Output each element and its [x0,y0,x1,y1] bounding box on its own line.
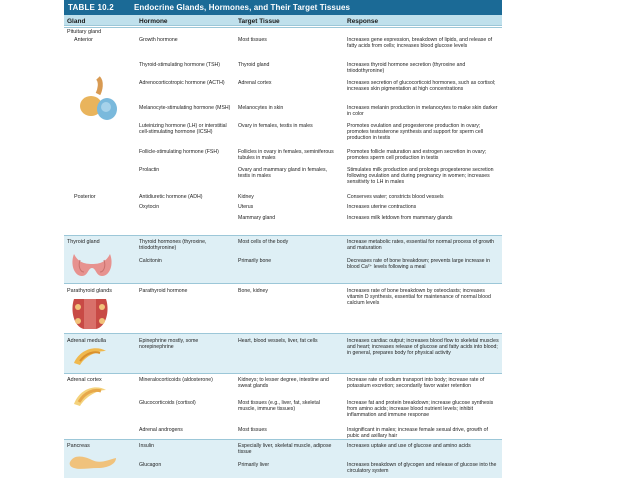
row-target: Mammary gland [238,215,276,221]
gland-anterior: Anterior [74,37,93,43]
gland-thyroid: Thyroid gland [67,239,100,245]
row-hormone: Insulin [139,443,154,449]
row-response: Increases rate of bone breakdown by osteoclasts; increases vitamin D synthesis, essential for maintenance of normal blood calcium levels [347,288,491,307]
gland-pancreas: Pancreas [67,443,90,449]
thyroid-illustration [70,250,114,280]
header-gland: Gland [67,18,86,25]
row-target: Uterus [238,204,254,210]
row-target: Primarily bone [238,258,272,264]
row-response: Increases breakdown of glycogen and release of glucose into the circulatory system [347,462,497,475]
row-hormone: Adrenal androgens [139,427,183,433]
row-hormone: Mineralocorticoids (aldosterone) [139,377,213,383]
row-hormone: Follicle-stimulating hormone (FSH) [139,149,219,155]
row-response: Increases gene expression, breakdown of lipids, and release of fatty acids from cells; increases blood glucose levels [347,37,493,50]
row-target: Thyroid gland [238,62,270,68]
row-response: Increases cardiac output; increases blood flow to skeletal muscles and heart; increases release of glucose and fatty acids into blood; in general, prepares body for physical activity [347,338,499,357]
row-response: Increase fat and protein breakdown; increase glucose synthesis from amino acids; increase blood nutrient levels; inhibit inflammation and immune response [347,400,494,419]
row-target: Ovary in females, testis in males [238,123,313,129]
row-target: Follicles in ovary in females, seminiferous tubules in males [238,149,334,162]
row-response: Decreases rate of bone breakdown; prevents large increase in blood Ca²⁺ levels following a meal [347,258,491,271]
row-response: Increases thyroid hormone secretion (thyroxine and triiodothyronine) [347,62,466,75]
row-hormone: Growth hormone [139,37,178,43]
row-response: Stimulates milk production and prolongs progesterone secretion following ovulation and during pregnancy in women; increases sensitivity to LH in males [347,167,494,186]
row-hormone: Adrenocorticotropic hormone (ACTH) [139,80,225,86]
row-response: Increases milk letdown from mammary glands [347,215,453,221]
header-response: Response [347,18,379,25]
row-target: Bone, kidney [238,288,268,294]
row-response: Increases uterine contractions [347,204,417,210]
row-target: Most tissues [238,427,267,433]
adrenal-medulla-illustration [72,345,108,369]
gland-adrenal-cortex: Adrenal cortex [67,377,102,383]
pituitary-illustration [78,76,120,128]
row-response: Increase rate of sodium transport into body; increase rate of potassium excretion; secondarily favor water retention [347,377,485,390]
row-response: Promotes follicle maturation and estrogen secretion in ovary; promotes sperm cell production in testis [347,149,487,162]
row-hormone: Thyroid hormones (thyroxine, triiodothyronine) [139,239,207,252]
table-title: Endocrine Glands, Hormones, and Their Target Tissues [134,3,351,12]
row-response: Increases melanin production in melanocytes to make skin darker in color [347,105,498,118]
parathyroid-illustration [70,297,110,331]
endocrine-table [64,0,502,478]
row-target: Heart, blood vessels, liver, fat cells [238,338,318,344]
row-target: Especially liver, skeletal muscle, adipose tissue [238,443,332,456]
row-target: Primarily liver [238,462,270,468]
row-hormone: Thyroid-stimulating hormone (TSH) [139,62,221,68]
header-hormone: Hormone [139,18,168,25]
row-hormone: Antidiuretic hormone (ADH) [139,194,203,200]
row-response: Conserves water; constricts blood vessels [347,194,444,200]
row-hormone: Parathyroid hormone [139,288,188,294]
gland-adrenal-medulla: Adrenal medulla [67,338,106,344]
row-hormone: Luteinizing hormone (LH) or interstitial cell-stimulating hormone (ICSH) [139,123,227,136]
row-target: Ovary and mammary gland in females, testis in males [238,167,328,180]
row-hormone: Glucocorticoids (cortisol) [139,400,196,406]
row-hormone: Prolactin [139,167,160,173]
row-hormone: Glucagon [139,462,162,468]
row-target: Most cells of the body [238,239,289,245]
row-response: Increase metabolic rates, essential for normal process of growth and maturation [347,239,495,252]
pancreas-illustration [68,452,118,472]
row-hormone: Epinephrine mostly, some norepinephrine [139,338,199,351]
table-number: TABLE 10.2 [68,3,114,12]
row-target: Most tissues (e.g., liver, fat, skeletal muscle, immune tissues) [238,400,320,413]
row-hormone: Melanocyte-stimulating hormone (MSH) [139,105,231,111]
row-response: Increases secretion of glucocorticoid hormones, such as cortisol; increases skin pigmentation at high concentrations [347,80,496,93]
row-response: Insignificant in males; increase female sexual drive, growth of pubic and axillary hair [347,427,488,440]
row-hormone: Calcitonin [139,258,162,264]
header-target: Target Tissue [238,18,280,25]
row-response: Promotes ovulation and progesterone production in ovary; promotes testosterone synthesis and support for sperm cell production in testis [347,123,484,142]
gland-posterior: Posterior [74,194,96,200]
row-target: Melanocytes in skin [238,105,284,111]
gland-pituitary: Pituitary gland [67,29,102,35]
row-target: Kidneys; to lesser degree, intestine and sweat glands [238,377,329,390]
adrenal-cortex-illustration [72,384,108,410]
row-target: Most tissues [238,37,267,43]
row-response: Increases uptake and use of glucose and amino acids [347,443,471,449]
gland-parathyroid: Parathyroid glands [67,288,112,294]
row-target: Adrenal cortex [238,80,272,86]
table-title-bar [64,0,502,15]
row-hormone: Oxytocin [139,204,160,210]
row-target: Kidney [238,194,254,200]
